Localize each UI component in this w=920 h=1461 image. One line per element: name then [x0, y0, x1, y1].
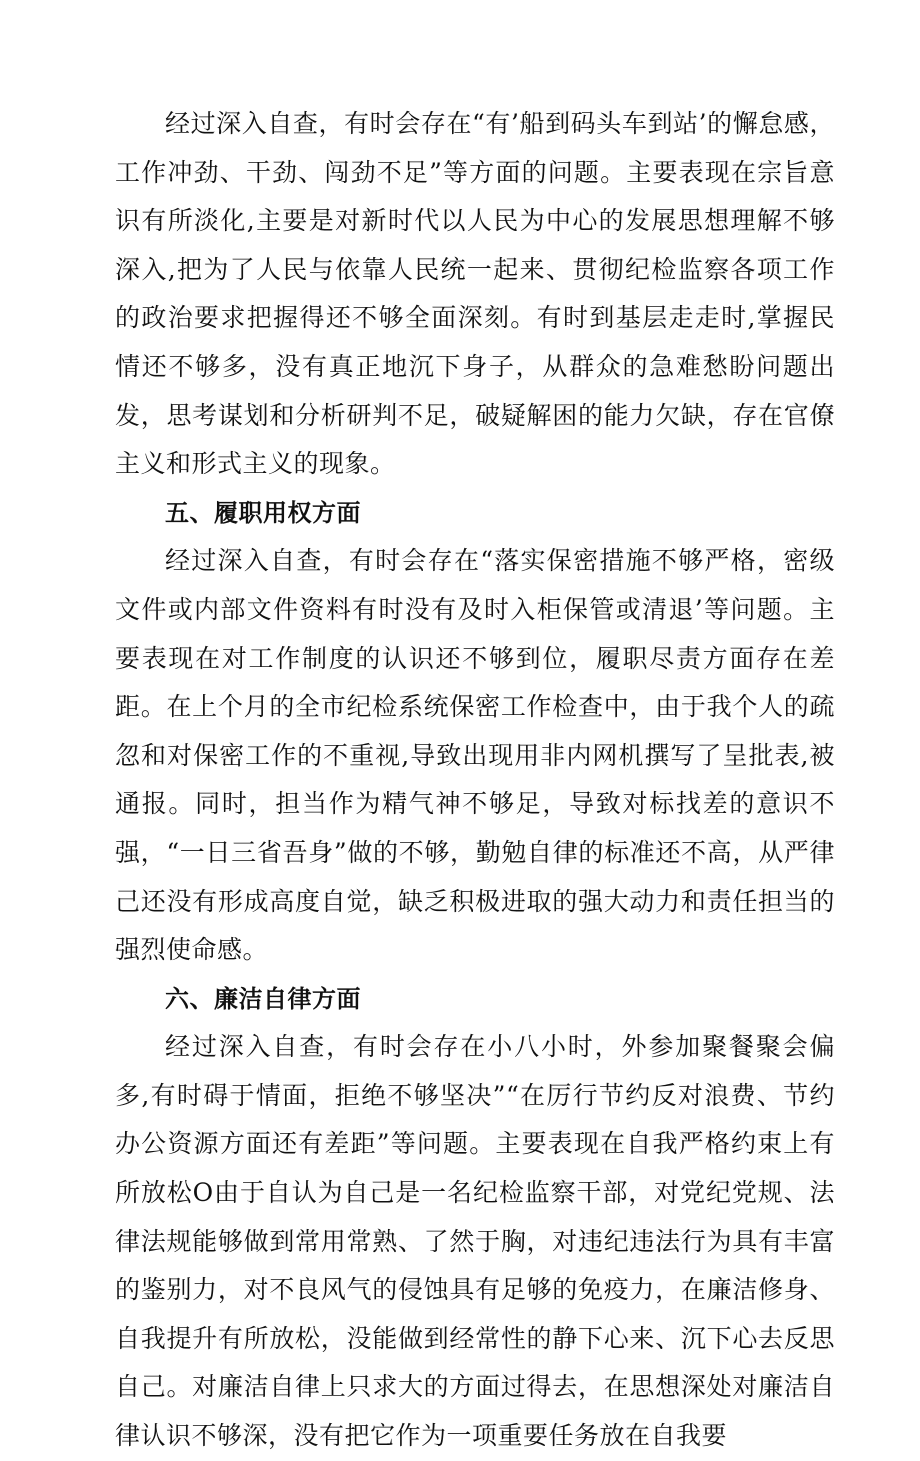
- paragraph-integrity: 经过深入自查，有时会存在小八小时，外参加聚餐聚会偏多,有时碍于情面，拒绝不够坚决”“在厉行节约反对浪费、节约办公资源方面还有差距”等问题。主要表现在自我严格约束上有所放松O由于自认为自己是一名纪检监察干部，对党纪党规、法律法规能够做到常用常熟、了然于胸，对违纪违法行为具有丰富的鉴别力，对不良风气的侵蚀具有足够的免疫力，在廉洁修身、自我提升有所放松，没能做到经常性的静下心来、沉下心去反思自己。对廉洁自律上只求大的方面过得去，在思想深处对廉洁自律认识不够深，没有把它作为一项重要任务放在自我要: [115, 1032, 835, 1451]
- paragraph-duty-performance: 经过深入自查，有时会存在“落实保密措施不够严格，密级文件或内部文件资料有时没有及时入柜保管或清退’等问题。主要表现在对工作制度的认识还不够到位，履职尽责方面存在差距。在上个月的全市纪检系统保密工作检查中，由于我个人的疏忽和对保密工作的不重视,导致出现用非内网机撰写了呈批表,被通报。同时，担当作为精气神不够足，导致对标找差的意识不强，“一日三省吾身”做的不够，勤勉自律的标准还不高，从严律己还没有形成高度自觉，缺乏积极进取的强大动力和责任担当的强烈使命感。: [115, 546, 835, 965]
- paragraph-work-attitude: 经过深入自查，有时会存在“有’船到码头车到站’的懈怠感，工作冲劲、干劲、闯劲不足”等方面的问题。主要表现在宗旨意识有所淡化,主要是对新时代以人民为中心的发展思想理解不够深入,把为了人民与依靠人民统一起来、贯彻纪检监察各项工作的政治要求把握得还不够全面深刻。有时到基层走走时,掌握民情还不够多，没有真正地沉下身子，从群众的急难愁盼问题出发，思考谋划和分析研判不足，破疑解困的能力欠缺，存在官僚主义和形式主义的现象。: [115, 109, 835, 479]
- section-heading-integrity: 六、廉洁自律方面: [165, 984, 361, 1013]
- document-body: [115, 100, 835, 1461]
- section-heading-duty-performance: 五、履职用权方面: [165, 498, 361, 527]
